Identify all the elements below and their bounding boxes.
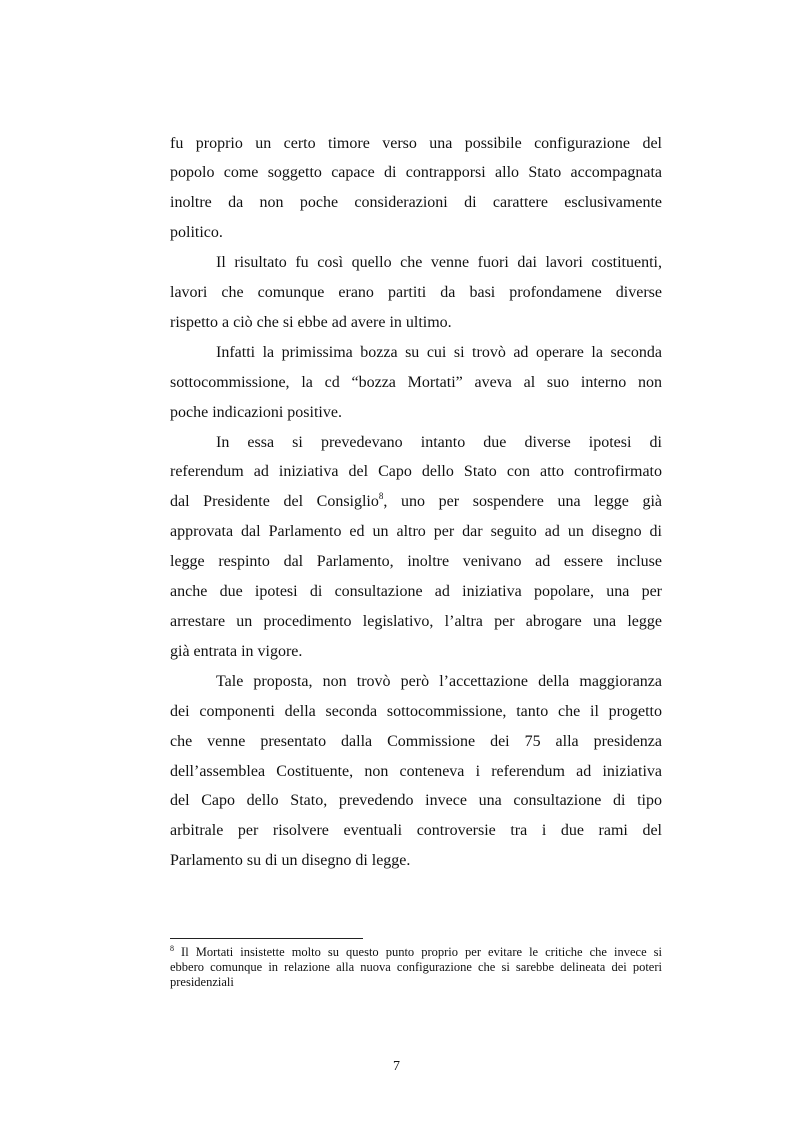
footnote-number: 8 [170, 944, 174, 953]
footnote-reference: 8 [378, 491, 384, 501]
body-line: Parlamento su di un disegno di legge. [170, 852, 411, 869]
body-line: sottocommissione, la cd “bozza Mortati” aveva al suo interno non [170, 374, 662, 391]
body-line: lavori che comunque erano partiti da basi profondamene diverse [170, 284, 662, 301]
footnote-line [170, 945, 662, 959]
body-line-with-footnote [170, 492, 662, 512]
page-number: 7 [393, 1059, 400, 1074]
body-line: politico. [170, 224, 223, 241]
body-line: dell’assemblea Costituente, non conteneva i referendum ad iniziativa [170, 763, 662, 780]
body-line: già entrata in vigore. [170, 643, 303, 660]
body-line: In essa si prevedevano intanto due diverse ipotesi di [216, 434, 662, 451]
body-line: arrestare un procedimento legislativo, l’altra per abrogare una legge [170, 613, 662, 630]
body-line: dei componenti della seconda sottocommissione, tanto che il progetto [170, 703, 662, 720]
body-text: dal Presidente del Consiglio [170, 493, 379, 510]
body-line: che venne presentato dalla Commissione dei 75 alla presidenza [170, 733, 662, 750]
footnote-line: ebbero comunque in relazione alla nuova configurazione che si sarebbe delineata dei poteri [170, 960, 662, 974]
footnote-text: Il Mortati insistette molto su questo punto proprio per evitare le critiche che invece si [174, 945, 662, 959]
body-line: arbitrale per risolvere eventuali controversie tra i due rami del [170, 822, 662, 839]
body-line: Infatti la primissima bozza su cui si trovò ad operare la seconda [216, 344, 662, 361]
body-line: rispetto a ciò che si ebbe ad avere in ultimo. [170, 314, 452, 331]
body-line: Tale proposta, non trovò però l’accettazione della maggioranza [216, 673, 662, 690]
body-line: Il risultato fu così quello che venne fuori dai lavori costituenti, [216, 254, 662, 271]
body-line: popolo come soggetto capace di contrapporsi allo Stato accompagnata [170, 164, 662, 181]
body-line: approvata dal Parlamento ed un altro per dar seguito ad un disegno di [170, 523, 662, 540]
body-line: poche indicazioni positive. [170, 404, 342, 421]
footnote-separator [170, 938, 363, 939]
body-line: legge respinto dal Parlamento, inoltre venivano ad essere incluse [170, 553, 662, 570]
body-line: del Capo dello Stato, prevedendo invece una consultazione di tipo [170, 792, 662, 809]
body-line: inoltre da non poche considerazioni di carattere esclusivamente [170, 194, 662, 211]
body-line: referendum ad iniziativa del Capo dello Stato con atto controfirmato [170, 463, 662, 480]
body-line: fu proprio un certo timore verso una possibile configurazione del [170, 135, 662, 152]
body-line: anche due ipotesi di consultazione ad iniziativa popolare, una per [170, 583, 662, 600]
footnote-line: presidenziali [170, 975, 234, 989]
body-text: , uno per sospendere una legge già [383, 493, 663, 510]
